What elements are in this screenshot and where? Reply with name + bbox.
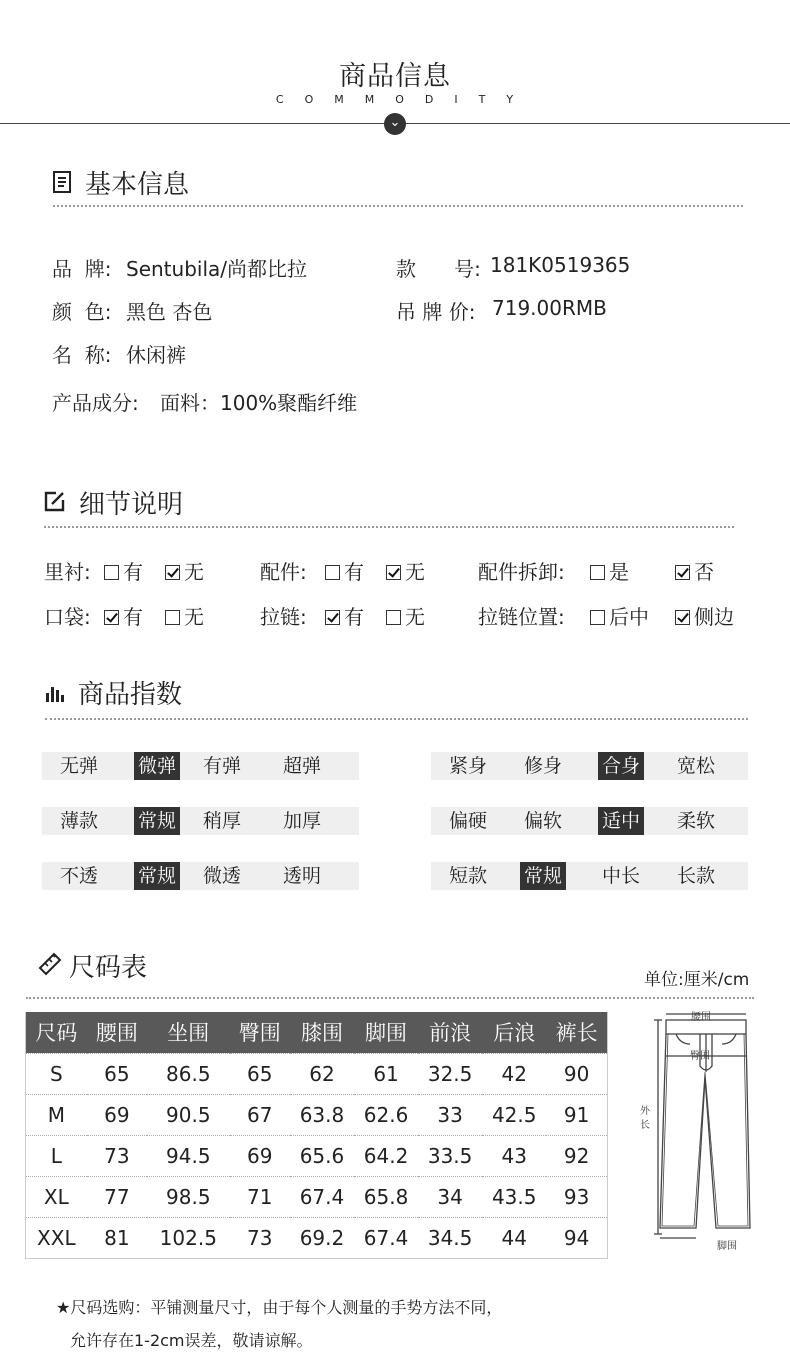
size-table-cell: 94 xyxy=(546,1217,607,1258)
pants-diagram xyxy=(640,1008,770,1252)
size-table-cell: 65 xyxy=(87,1053,147,1094)
detail-option-label: 有 xyxy=(344,560,364,584)
size-table-cell: L xyxy=(26,1135,87,1176)
size-table-cell: 65 xyxy=(230,1053,290,1094)
index-item: 有弹 xyxy=(202,755,241,777)
checkbox-checked-icon[interactable] xyxy=(325,610,340,625)
size-table-column-header: 脚围 xyxy=(354,1012,418,1053)
size-table-cell: 44 xyxy=(482,1217,546,1258)
detail-option[interactable] xyxy=(325,556,364,585)
size-table-column-header: 前浪 xyxy=(418,1012,482,1053)
detail-option-label: 无 xyxy=(184,605,204,629)
pants-outline-icon xyxy=(640,1008,770,1248)
size-table-cell: 91 xyxy=(546,1094,607,1135)
checkbox-icon[interactable] xyxy=(165,610,180,625)
size-table-cell: 92 xyxy=(546,1135,607,1176)
checkbox-checked-icon[interactable] xyxy=(165,565,180,580)
size-table-column-header: 后浪 xyxy=(482,1012,546,1053)
detail-option[interactable] xyxy=(386,601,425,630)
style-number-value: 181K0519365 xyxy=(490,253,631,277)
detail-label: 口袋: xyxy=(44,605,91,629)
size-table-cell: 62.6 xyxy=(354,1094,418,1135)
dotted-divider xyxy=(44,526,734,528)
size-table-cell: 67.4 xyxy=(290,1176,354,1217)
detail-option[interactable] xyxy=(386,556,425,585)
hip-diagram-label: 臀围 xyxy=(690,1051,710,1062)
size-table-cell: 65.8 xyxy=(354,1176,418,1217)
index-item-selected: 合身 xyxy=(598,752,644,780)
table-row xyxy=(26,1094,608,1135)
index-item: 不透 xyxy=(59,865,98,887)
size-table-cell: 77 xyxy=(87,1176,147,1217)
size-table xyxy=(25,1012,608,1259)
index-item: 透明 xyxy=(282,865,321,887)
size-table-cell: 33 xyxy=(418,1094,482,1135)
size-table-cell: 69 xyxy=(230,1135,290,1176)
index-item: 短款 xyxy=(448,865,487,887)
detail-option-label: 后中 xyxy=(609,605,649,629)
dotted-divider xyxy=(53,205,743,207)
size-table-column-header: 臀围 xyxy=(230,1012,290,1053)
size-table-cell: 98.5 xyxy=(147,1176,229,1217)
size-table-cell: S xyxy=(26,1053,87,1094)
size-table-cell: 64.2 xyxy=(354,1135,418,1176)
checkbox-checked-icon[interactable] xyxy=(386,565,401,580)
index-item-selected: 常规 xyxy=(520,862,566,890)
checkbox-checked-icon[interactable] xyxy=(104,610,119,625)
dotted-divider xyxy=(45,718,748,720)
detail-option[interactable] xyxy=(104,556,143,585)
size-table-header xyxy=(26,1012,608,1053)
table-row xyxy=(26,1176,608,1217)
size-table-cell: 81 xyxy=(87,1217,147,1258)
size-table-cell: 34.5 xyxy=(418,1217,482,1258)
index-item: 柔软 xyxy=(676,810,715,832)
size-chart-title: 尺码表 xyxy=(69,953,148,983)
size-table-cell: 86.5 xyxy=(147,1053,229,1094)
size-table-cell: 42 xyxy=(482,1053,546,1094)
index-item-selected: 常规 xyxy=(134,862,180,890)
index-item: 紧身 xyxy=(448,755,487,777)
index-item: 超弹 xyxy=(282,755,321,777)
size-table-cell: XL xyxy=(26,1176,87,1217)
index-title: 商品指数 xyxy=(78,680,183,710)
size-table-cell: 93 xyxy=(546,1176,607,1217)
edit-icon xyxy=(44,490,66,512)
detail-option-label: 无 xyxy=(405,605,425,629)
size-table-cell: 71 xyxy=(230,1176,290,1217)
size-table-cell: 67.4 xyxy=(354,1217,418,1258)
detail-option-label: 有 xyxy=(123,605,143,629)
detail-label: 配件拆卸: xyxy=(478,560,565,584)
index-item: 长款 xyxy=(676,865,715,887)
checkbox-icon[interactable] xyxy=(325,565,340,580)
detail-option-label: 无 xyxy=(405,560,425,584)
brand-value: Sentubila/尚都比拉 xyxy=(126,257,307,281)
basic-info-title: 基本信息 xyxy=(85,170,190,200)
size-table-cell: 42.5 xyxy=(482,1094,546,1135)
page-subtitle: COMMODITY xyxy=(275,93,535,106)
size-table-cell: 63.8 xyxy=(290,1094,354,1135)
checkbox-checked-icon[interactable] xyxy=(675,610,690,625)
chevron-down-icon: ⌄ xyxy=(384,113,406,135)
size-table-cell: 102.5 xyxy=(147,1217,229,1258)
color-label: 颜 色: xyxy=(52,300,112,324)
index-item-selected: 微弹 xyxy=(134,752,180,780)
size-table-cell: 69.2 xyxy=(290,1217,354,1258)
index-item: 薄款 xyxy=(59,810,98,832)
detail-label: 拉链位置: xyxy=(478,605,565,629)
detail-option-label: 侧边 xyxy=(694,605,734,629)
size-table-cell: 33.5 xyxy=(418,1135,482,1176)
size-table-column-header: 裤长 xyxy=(546,1012,607,1053)
size-table-cell: M xyxy=(26,1094,87,1135)
size-table-column-header: 腰围 xyxy=(87,1012,147,1053)
outer-length-label-1: 外 xyxy=(640,1106,650,1117)
name-label: 名 称: xyxy=(52,343,112,367)
index-item: 无弹 xyxy=(59,755,98,777)
size-table-cell: 62 xyxy=(290,1053,354,1094)
index-item: 加厚 xyxy=(282,810,321,832)
detail-option-label: 无 xyxy=(184,560,204,584)
size-table-cell: 61 xyxy=(354,1053,418,1094)
hem-diagram-label: 脚围 xyxy=(717,1241,737,1252)
composition-value: 面料：100%聚酯纤维 xyxy=(160,391,358,415)
size-table-cell: 34 xyxy=(418,1176,482,1217)
brand-label: 品 牌: xyxy=(52,257,112,281)
size-table-cell: XXL xyxy=(26,1217,87,1258)
size-note-line-1: ★尺码选购：平铺测量尺寸，由于每个人测量的手势方法不同， xyxy=(56,1298,503,1317)
detail-option-label: 有 xyxy=(123,560,143,584)
page-title: 商品信息 xyxy=(339,61,451,92)
size-note-line-2: 允许存在1-2cm误差，敬请谅解。 xyxy=(70,1331,313,1350)
price-value: 719.00RMB xyxy=(492,296,607,320)
size-table-column-header: 尺码 xyxy=(26,1012,87,1053)
detail-option[interactable] xyxy=(165,556,204,585)
size-table-cell: 90 xyxy=(546,1053,607,1094)
detail-option[interactable] xyxy=(675,556,714,585)
index-item: 修身 xyxy=(523,755,562,777)
size-table-cell: 43.5 xyxy=(482,1176,546,1217)
index-item: 偏硬 xyxy=(448,810,487,832)
index-item: 稍厚 xyxy=(202,810,241,832)
size-table-cell: 90.5 xyxy=(147,1094,229,1135)
size-table-cell: 43 xyxy=(482,1135,546,1176)
index-item: 微透 xyxy=(202,865,241,887)
detail-option[interactable] xyxy=(325,601,364,630)
size-table-cell: 94.5 xyxy=(147,1135,229,1176)
table-row xyxy=(26,1053,608,1094)
detail-label: 里衬: xyxy=(44,560,91,584)
checkbox-icon[interactable] xyxy=(590,565,605,580)
detail-option[interactable] xyxy=(165,601,204,630)
size-table-cell: 69 xyxy=(87,1094,147,1135)
index-item: 偏软 xyxy=(523,810,562,832)
size-table-column-header: 膝围 xyxy=(290,1012,354,1053)
checkbox-icon[interactable] xyxy=(590,610,605,625)
index-item-selected: 常规 xyxy=(134,807,180,835)
size-table-cell: 32.5 xyxy=(418,1053,482,1094)
detail-option-label: 否 xyxy=(694,560,714,584)
table-row xyxy=(26,1217,608,1258)
waist-diagram-label: 腰围 xyxy=(691,1012,711,1023)
index-item: 宽松 xyxy=(676,755,715,777)
outer-length-label-2: 长 xyxy=(640,1120,650,1131)
checkbox-checked-icon[interactable] xyxy=(675,565,690,580)
detail-label: 配件: xyxy=(260,560,307,584)
name-value: 休闲裤 xyxy=(126,343,186,367)
checkbox-icon[interactable] xyxy=(104,565,119,580)
size-table-column-header: 坐围 xyxy=(147,1012,229,1053)
size-table-cell: 73 xyxy=(230,1217,290,1258)
dotted-divider xyxy=(26,997,754,999)
unit-label: 单位:厘米/cm xyxy=(644,970,750,990)
detail-option-label: 是 xyxy=(609,560,629,584)
index-item: 中长 xyxy=(601,865,640,887)
color-value: 黑色 杏色 xyxy=(126,300,213,324)
table-row xyxy=(26,1135,608,1176)
detail-option[interactable] xyxy=(104,601,143,630)
size-table-cell: 73 xyxy=(87,1135,147,1176)
details-title: 细节说明 xyxy=(79,490,184,520)
document-icon xyxy=(53,171,71,193)
style-number-label: 款 号: xyxy=(396,257,481,281)
composition-label: 产品成分: xyxy=(52,391,139,415)
size-table-cell: 65.6 xyxy=(290,1135,354,1176)
detail-option-label: 有 xyxy=(344,605,364,629)
ruler-icon xyxy=(37,950,63,976)
bar-chart-icon xyxy=(45,684,65,702)
detail-option[interactable] xyxy=(590,601,649,630)
price-label: 吊 牌 价: xyxy=(396,300,476,324)
size-table-cell: 67 xyxy=(230,1094,290,1135)
detail-option[interactable] xyxy=(590,556,629,585)
index-item-selected: 适中 xyxy=(598,807,644,835)
detail-label: 拉链: xyxy=(260,605,307,629)
checkbox-icon[interactable] xyxy=(386,610,401,625)
detail-option[interactable] xyxy=(675,601,734,630)
